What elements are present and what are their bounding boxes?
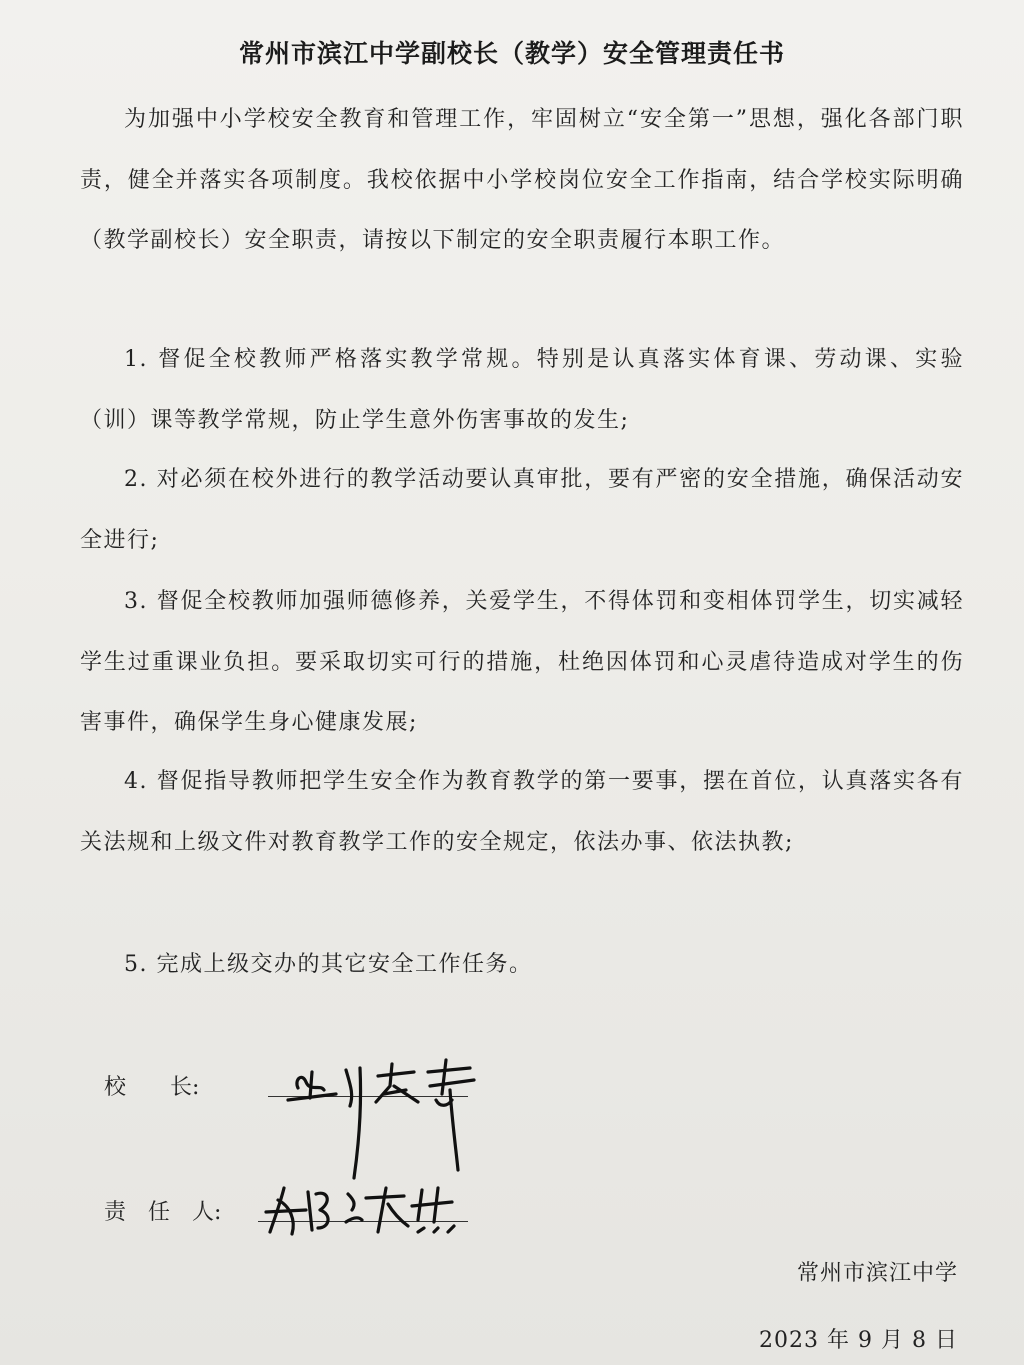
item-5-text: 5. 完成上级交办的其它安全工作任务。 bbox=[124, 952, 533, 977]
list-item bbox=[80, 935, 964, 996]
school-name: 常州市滨江中学 bbox=[796, 1261, 958, 1286]
intro-text: 为加强中小学校安全教育和管理工作，牢固树立“安全第一”思想，强化各部门职责，健全并落实各项制度。我校依据中小学校岗位安全工作指南，结合学校实际明确（教学副校长）安全职责，请按以下制定的安全职责履行本职工作。 bbox=[80, 107, 964, 253]
responsible-label: 责 任 人: bbox=[104, 1200, 222, 1225]
item-4-text: 4. 督促指导教师把学生安全作为教育教学的第一要事，摆在首位，认真落实各有关法规和上级文件对教育教学工作的安全规定，依法办事、依法执教; bbox=[80, 769, 964, 855]
principal-label: 校 长: bbox=[104, 1075, 200, 1100]
document-date: 2023 年 9 月 8 日 bbox=[759, 1328, 958, 1353]
document-title: 常州市滨江中学副校长（教学）安全管理责任书 bbox=[238, 39, 785, 68]
intro-paragraph bbox=[80, 90, 964, 272]
list-item bbox=[80, 450, 964, 571]
list-item bbox=[80, 752, 964, 873]
list-item bbox=[80, 572, 964, 754]
principal-handwritten-signature bbox=[280, 1050, 490, 1185]
principal-signature-row bbox=[104, 1070, 264, 1101]
item-3-text: 3. 督促全校教师加强师德修养，关爱学生，不得体罚和变相体罚学生，切实减轻学生过重课业负担。要采取切实可行的措施，杜绝因体罚和心灵虐待造成对学生的伤害事件，确保学生身心健康发展; bbox=[80, 589, 964, 735]
item-2-text: 2. 对必须在校外进行的教学活动要认真审批，要有严密的安全措施，确保活动安全进行; bbox=[80, 467, 964, 553]
responsible-handwritten-signature bbox=[262, 1180, 472, 1240]
list-item bbox=[80, 330, 964, 451]
responsible-signature-row bbox=[104, 1195, 264, 1226]
item-1-text: 1. 督促全校教师严格落实教学常规。特别是认真落实体育课、劳动课、实验（训）课等教学常规，防止学生意外伤害事故的发生; bbox=[80, 347, 964, 433]
